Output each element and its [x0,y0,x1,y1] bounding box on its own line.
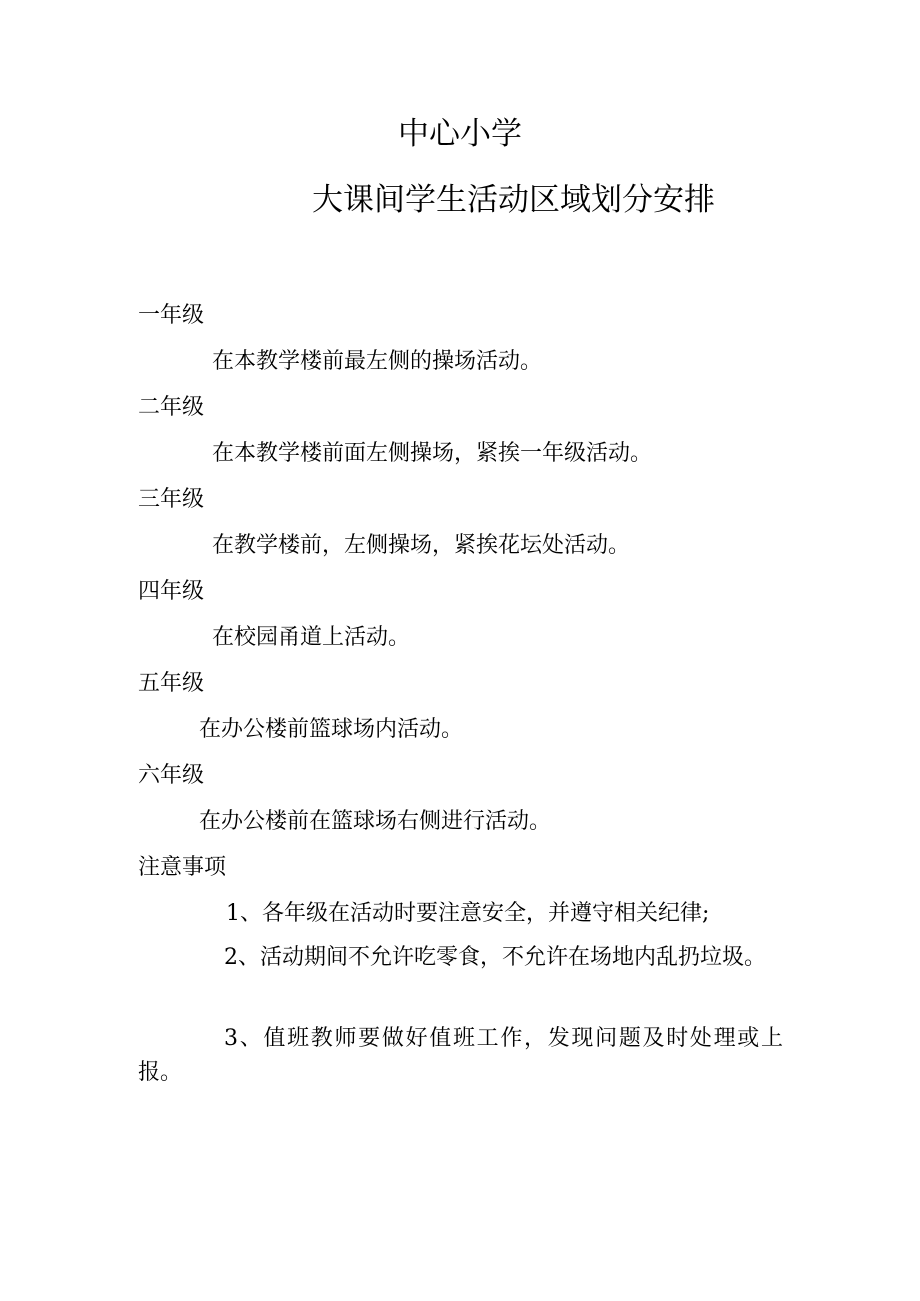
document-title: 大课间学生活动区域划分安排 [312,182,715,218]
grade-area-2: 在本教学楼前面左侧操场，紧挨一年级活动。 [212,441,653,466]
note-item-2: 2、活动期间不允许吃零食，不允许在场地内乱扔垃圾。 [224,945,766,970]
school-name: 中心小学 [398,116,522,152]
grade-area-3: 在教学楼前，左侧操场，紧挨花坛处活动。 [212,533,631,558]
notes-heading: 注意事项 [138,855,227,880]
grade-area-4: 在校园甬道上活动。 [212,625,411,650]
note-item-1: 1、各年级在活动时要注意安全，并遵守相关纪律; [226,901,710,926]
grade-area-1: 在本教学楼前最左侧的操场活动。 [212,349,543,374]
grade-heading-3: 三年级 [138,487,205,512]
note-item-3: 3、值班教师要做好值班工作，发现问题及时处理或上报。 [138,1026,783,1085]
grade-heading-2: 二年级 [138,395,205,420]
grade-heading-4: 四年级 [138,579,205,604]
grade-heading-6: 六年级 [138,763,205,788]
grade-area-5: 在办公楼前篮球场内活动。 [199,717,464,742]
note-item-2-block [138,941,783,975]
grade-heading-5: 五年级 [138,671,205,696]
note-item-3-block [138,1022,783,1090]
grade-heading-1: 一年级 [138,303,205,328]
grade-area-6: 在办公楼前在篮球场右侧进行活动。 [199,809,552,834]
